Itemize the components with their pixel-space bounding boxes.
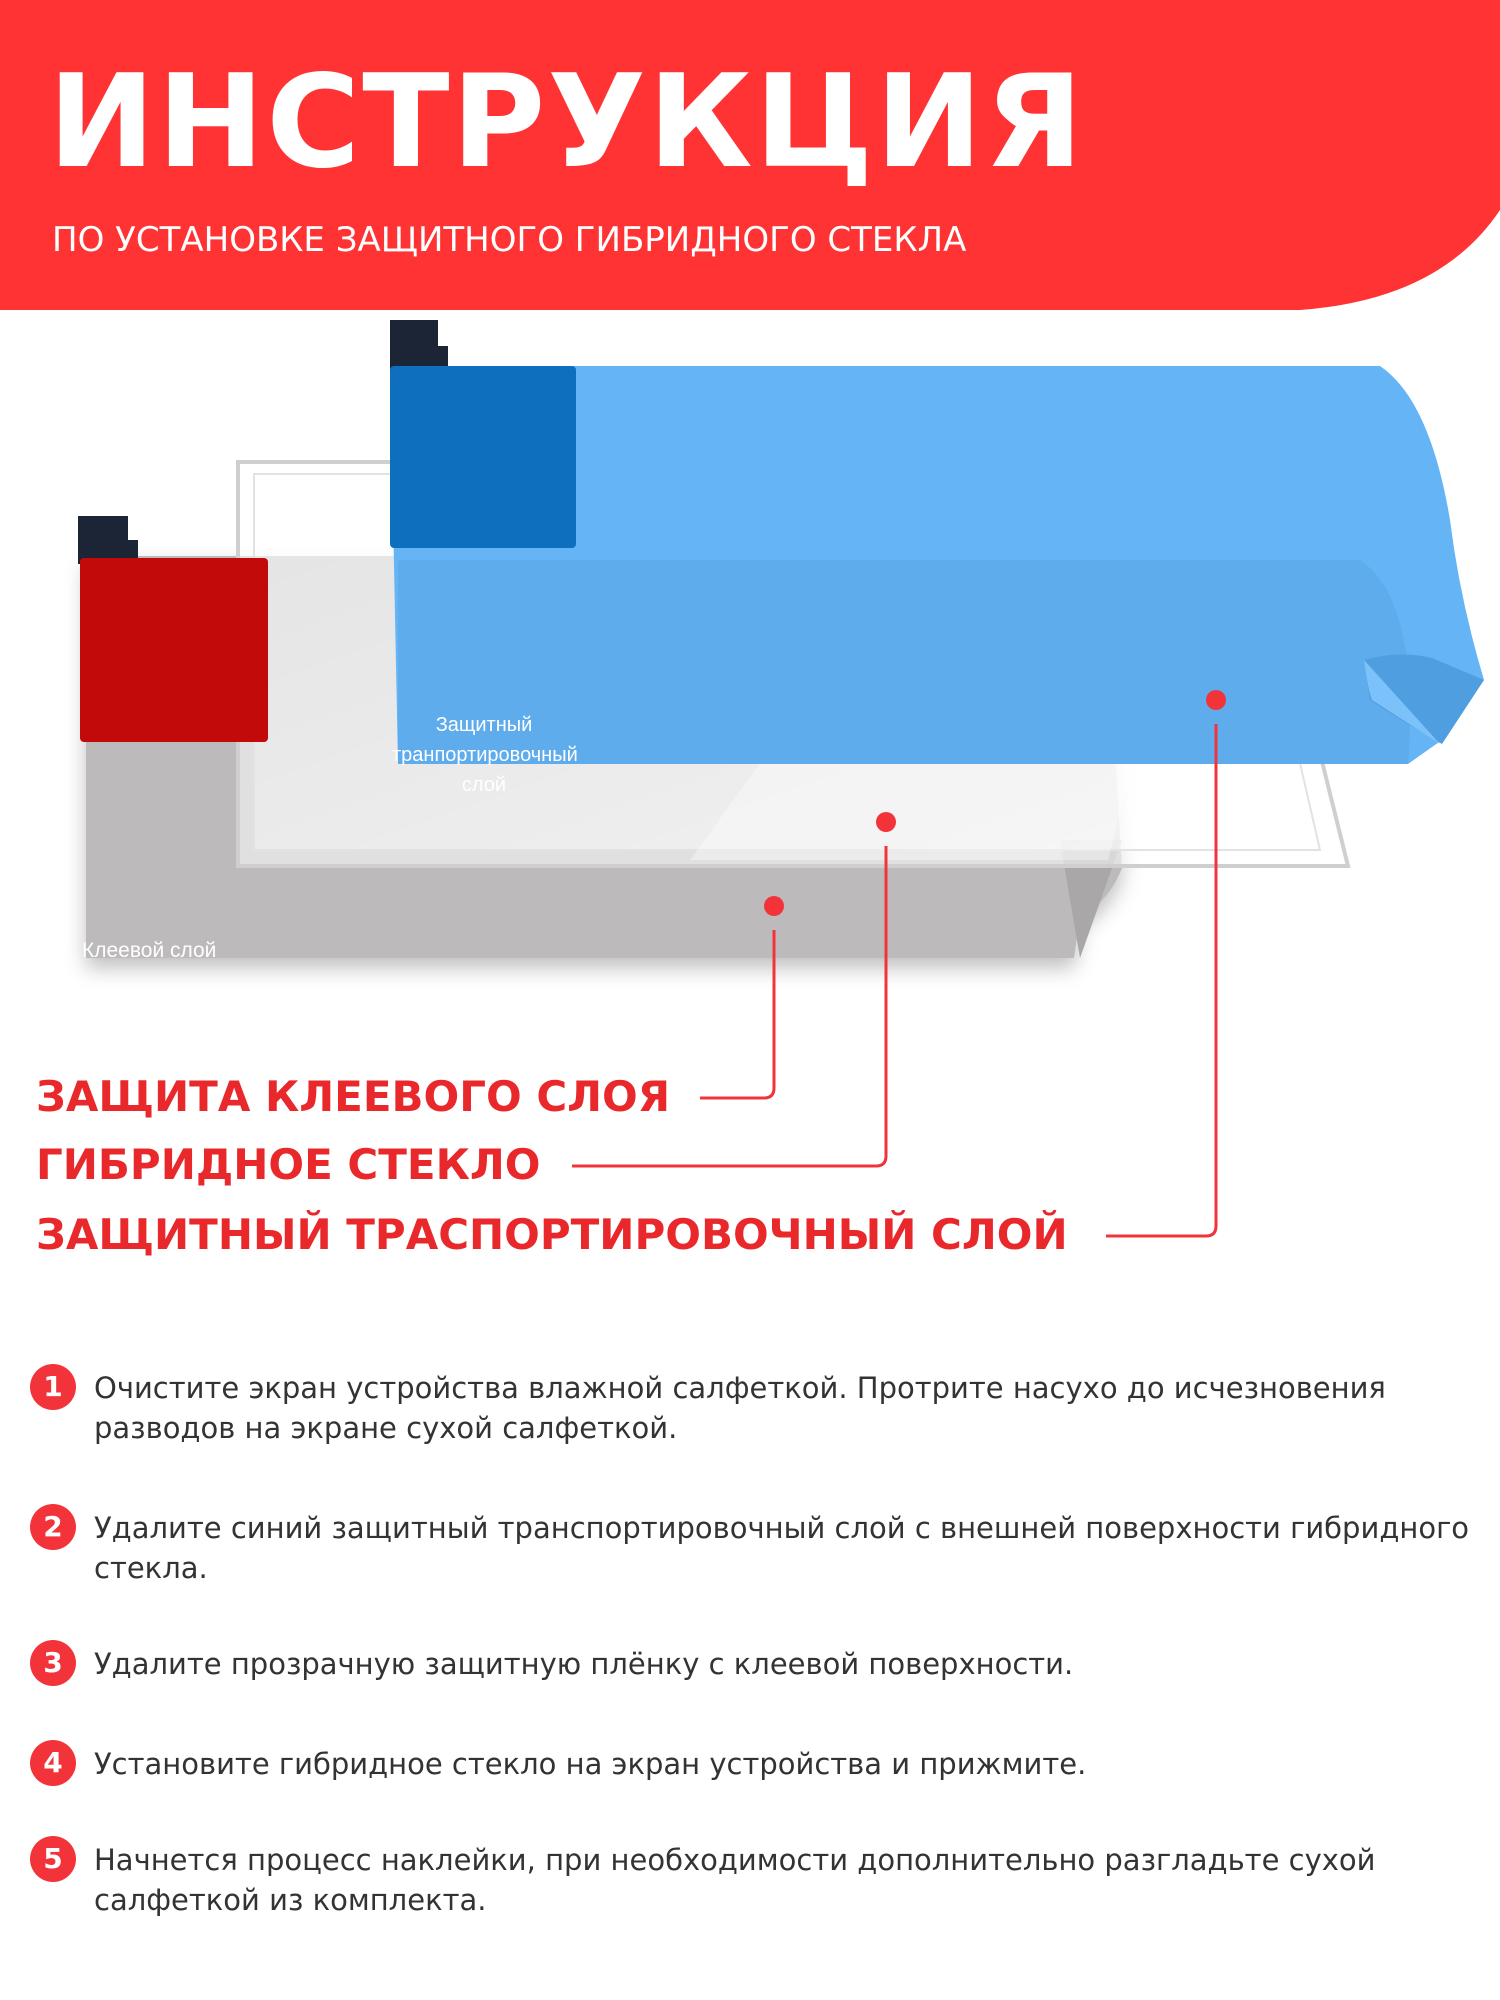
page-subtitle: ПО УСТАНОВКЕ ЗАЩИТНОГО ГИБРИДНОГО СТЕКЛА [52, 220, 967, 260]
step-number-badge: 1 [30, 1364, 76, 1410]
legend-transport-layer: ЗАЩИТНЫЙ ТРАСПОРТИРОВОЧНЫЙ СЛОЙ [36, 1210, 1068, 1259]
page-title: ИНСТРУКЦИЯ [48, 48, 1086, 197]
step-text: Удалите прозрачную защитную плёнку с клеевой поверхности. [94, 1647, 1074, 1681]
step-text: Удалите синий защитный транспортировочный слой с внешней поверхности гибридного стекла. [94, 1511, 1470, 1585]
leader-line-adhesive [700, 930, 774, 1098]
step-text: Установите гибридное стекло на экран устройства и прижмите. [94, 1747, 1087, 1781]
step-number-badge: 5 [30, 1836, 76, 1882]
step-number-badge: 3 [30, 1640, 76, 1686]
step-number-badge: 4 [30, 1740, 76, 1786]
transport-tag-label: Защитный транпортировочный слой [392, 714, 578, 796]
legend-hybrid-glass: ГИБРИДНОЕ СТЕКЛО [36, 1140, 541, 1189]
step-number-badge: 2 [30, 1504, 76, 1550]
step-text: Начнется процесс наклейки, при необходимости дополнительно разгладьте сухой салфеткой из комплекта. [94, 1843, 1376, 1917]
legend-adhesive-protection: ЗАЩИТА КЛЕЕВОГО СЛОЯ [36, 1072, 671, 1121]
adhesive-tag-label: Клеевой слой [82, 939, 217, 962]
leader-line-transport [1106, 724, 1216, 1236]
step-text: Очистите экран устройства влажной салфеткой. Протрите насухо до исчезновения разводов на экране сухой салфеткой. [94, 1371, 1386, 1445]
